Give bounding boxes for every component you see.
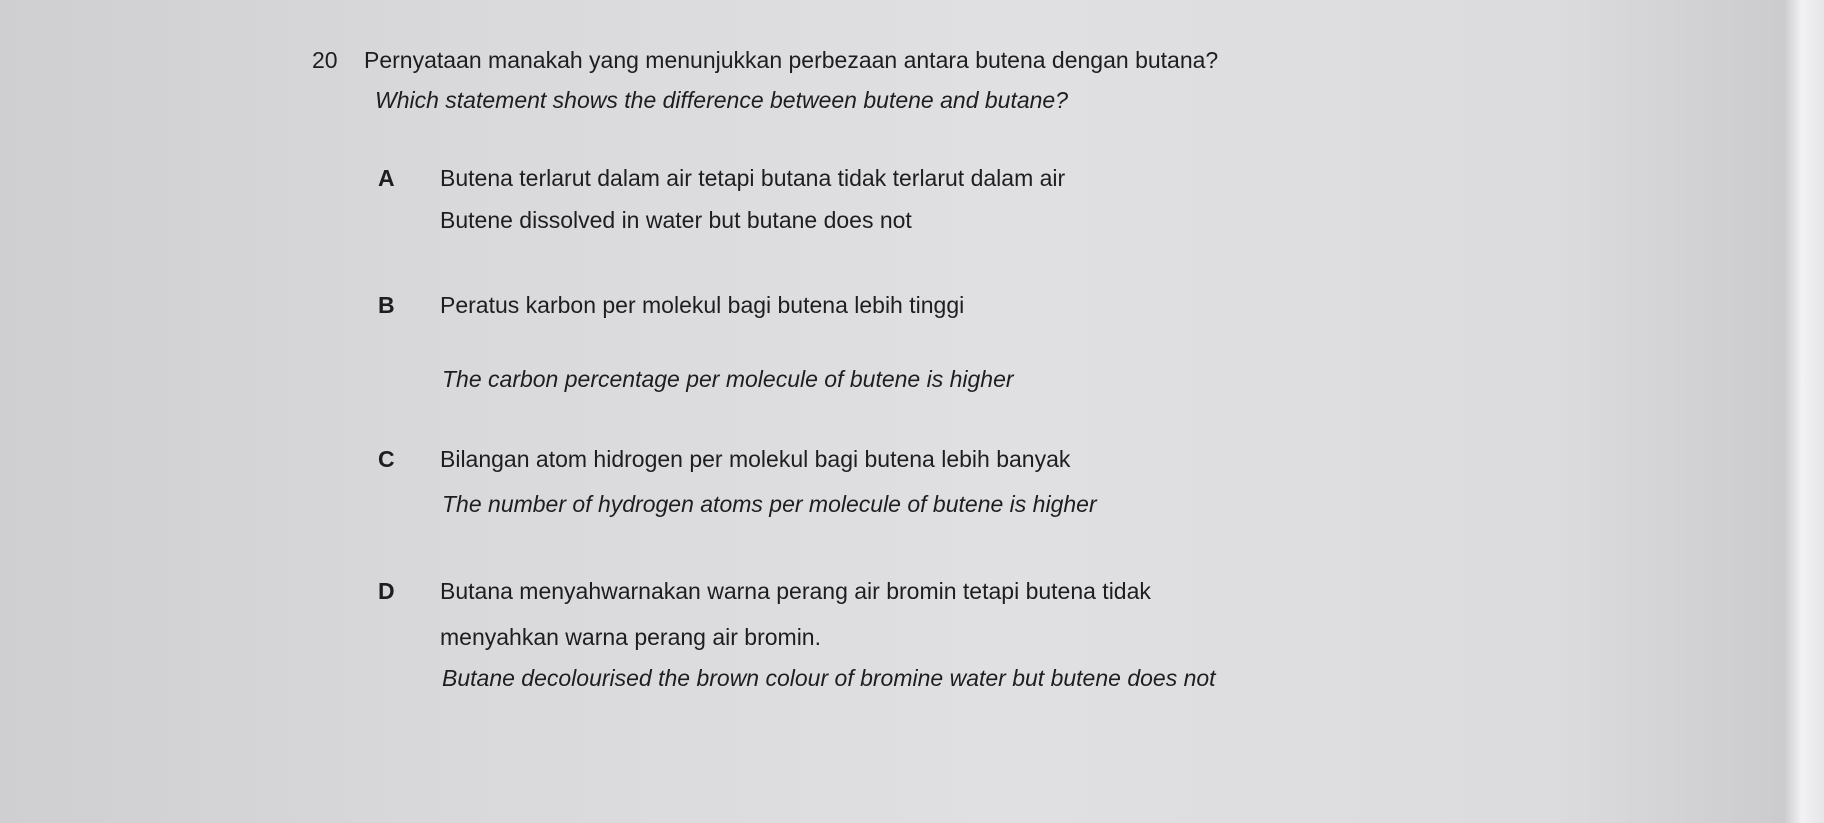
option-b-malay: Peratus karbon per molekul bagi butena lebih tinggi: [440, 292, 965, 318]
option-c-letter: C: [378, 446, 395, 472]
option-d-letter: D: [378, 578, 395, 604]
option-c-english: The number of hydrogen atoms per molecule of butene is higher: [442, 491, 1097, 517]
option-a-malay: Butena terlarut dalam air tetapi butana tidak terlarut dalam air: [440, 165, 1066, 191]
option-c-malay: Bilangan atom hidrogen per molekul bagi butena lebih banyak: [440, 446, 1071, 472]
option-d-malay-line1: Butana menyahwarnakan warna perang air bromin tetapi butena tidak: [440, 578, 1151, 604]
option-b-letter: B: [378, 292, 395, 318]
question-text-malay: Pernyataan manakah yang menunjukkan perbezaan antara butena dengan butana?: [364, 47, 1219, 73]
page-edge: [1784, 0, 1824, 823]
question-text-english: Which statement shows the difference between butene and butane?: [375, 87, 1069, 113]
question-number: 20: [312, 47, 338, 73]
option-d-malay-line2: menyahkan warna perang air bromin.: [440, 624, 821, 650]
option-b-english: The carbon percentage per molecule of butene is higher: [442, 366, 1014, 392]
option-a-letter: A: [378, 165, 395, 191]
option-a-english: Butene dissolved in water but butane does not: [440, 207, 912, 233]
option-d-english: Butane decolourised the brown colour of bromine water but butene does not: [442, 665, 1216, 691]
